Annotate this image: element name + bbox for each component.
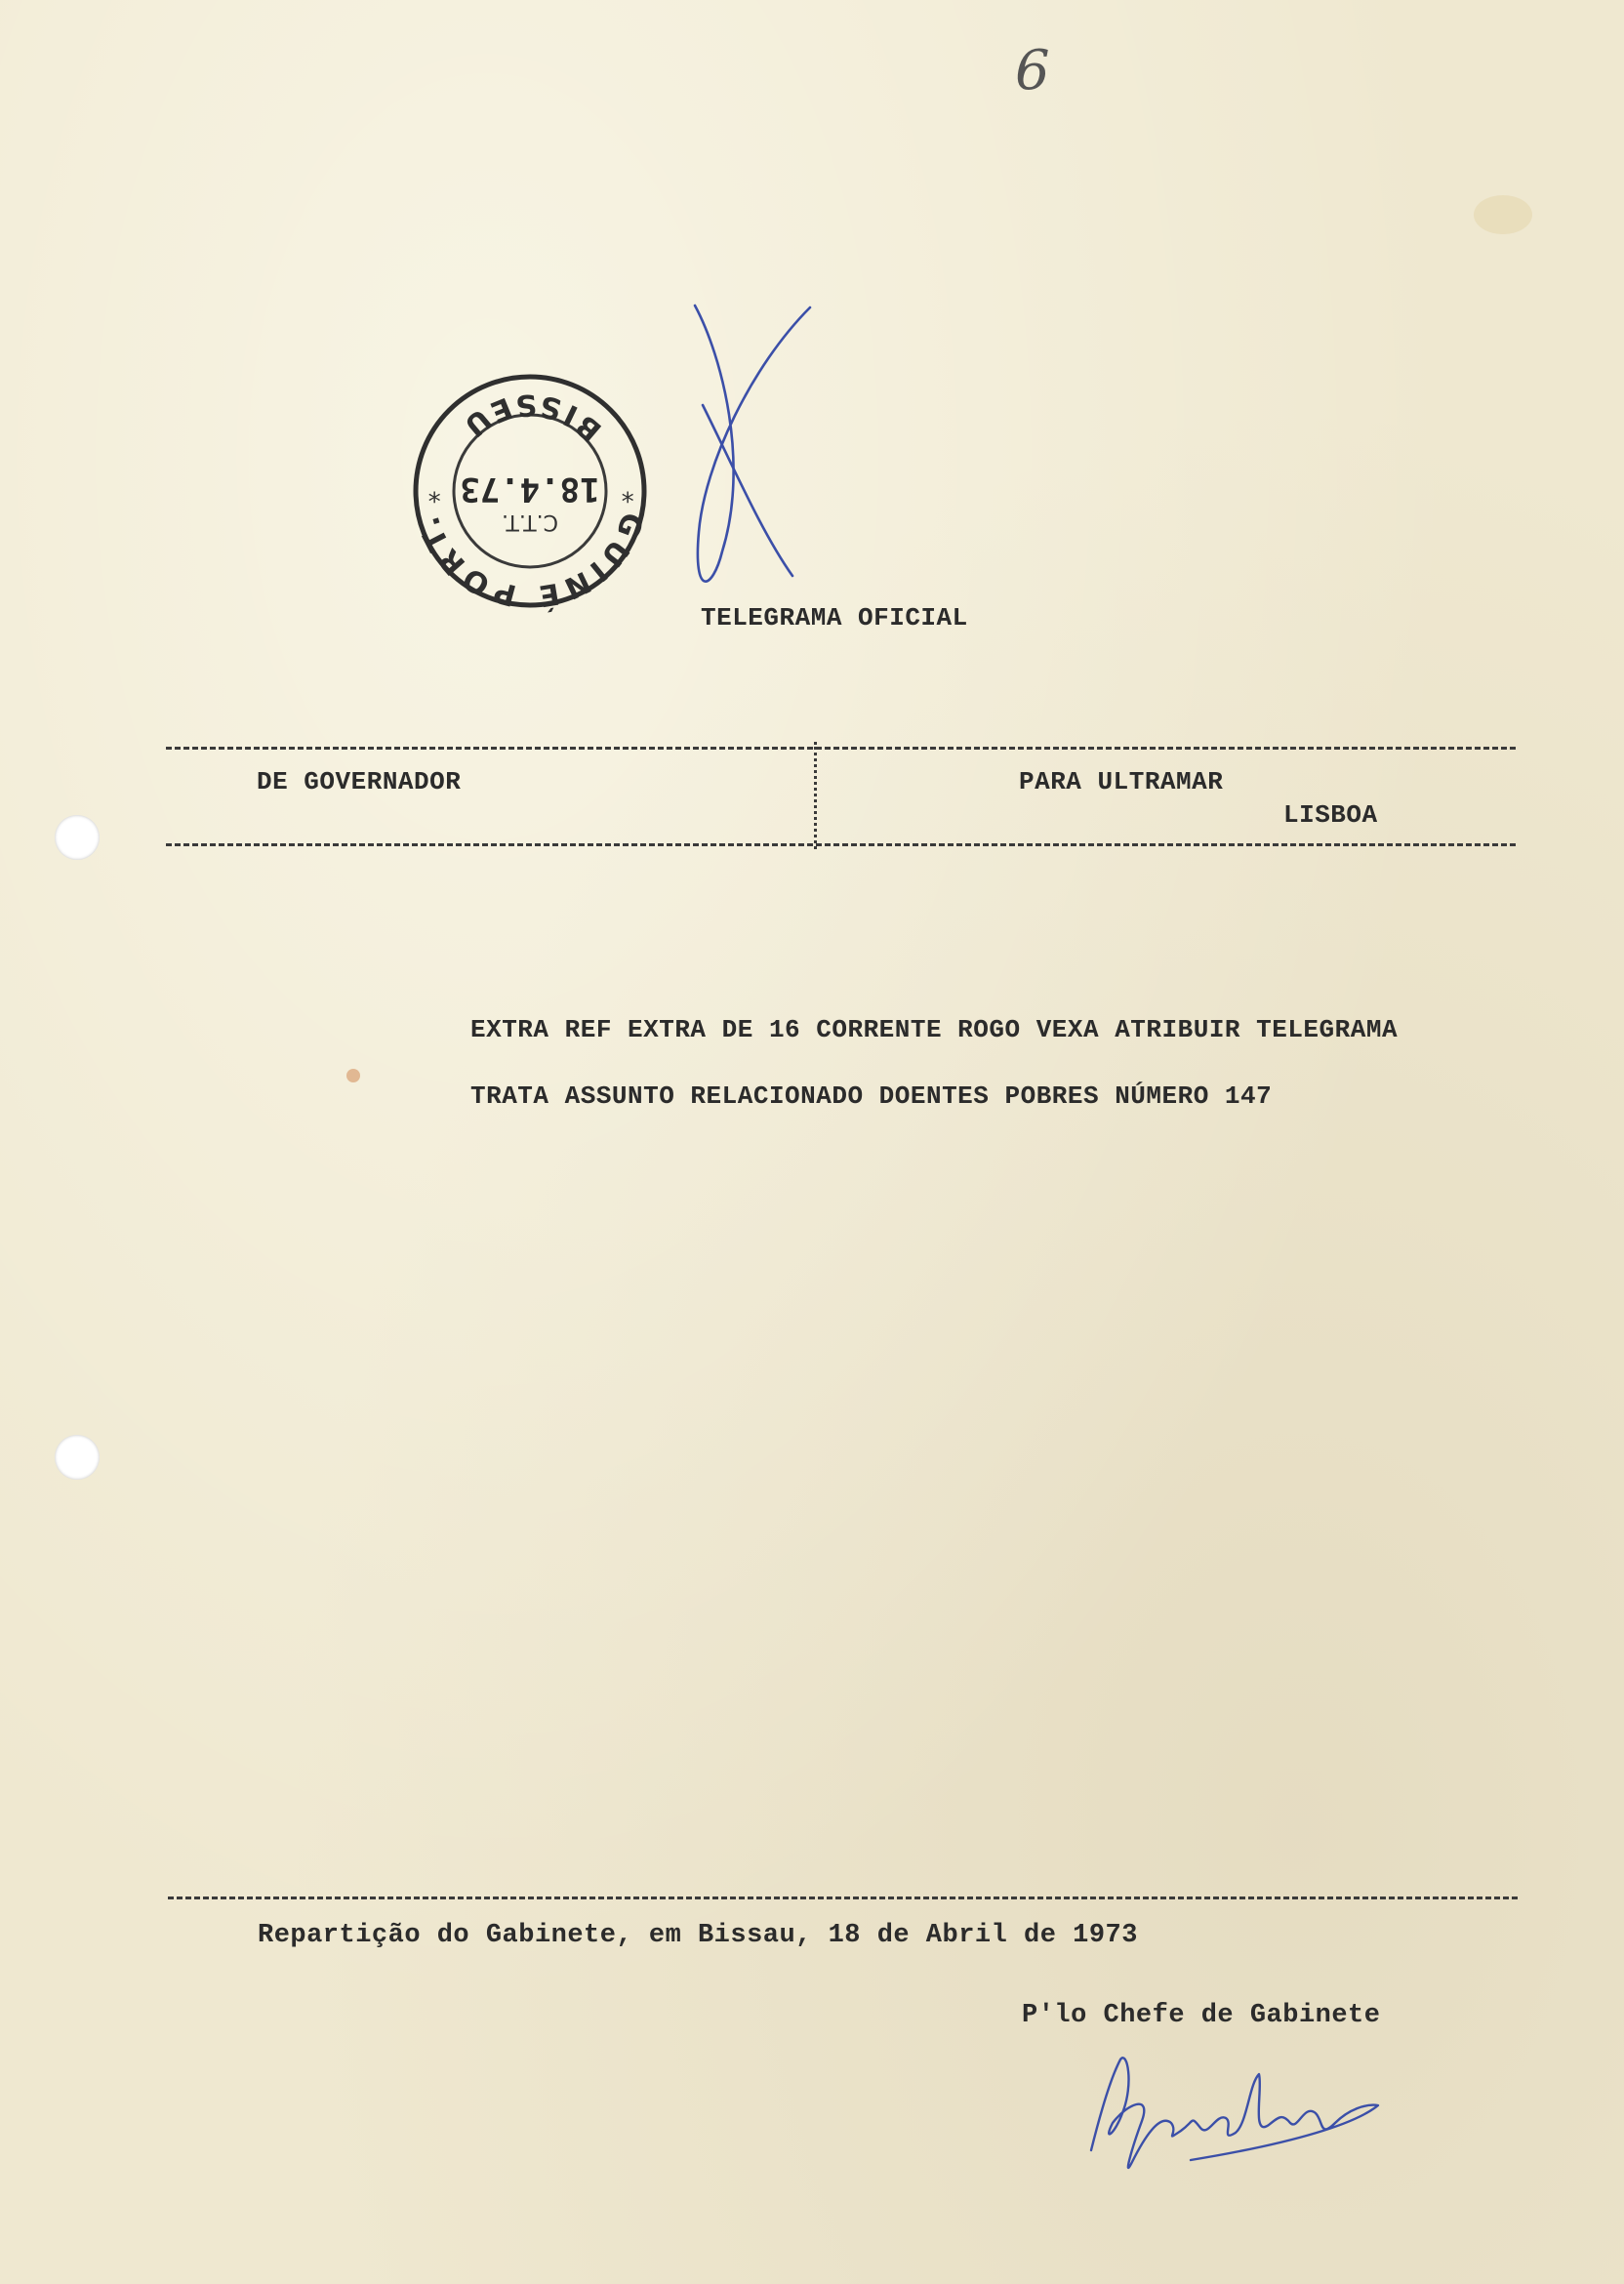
header-top-rule xyxy=(166,747,1516,750)
recipient-city: LISBOA xyxy=(1283,800,1378,830)
stamp-date: 18.4.73 xyxy=(460,469,600,509)
sender-field: DE GOVERNADOR xyxy=(257,767,462,796)
svg-text:*: * xyxy=(426,477,442,507)
stamp-ring-top: GUINÉ PORT. xyxy=(410,508,650,614)
recipient-field: PARA ULTRAMAR xyxy=(1019,767,1224,796)
header-divider xyxy=(814,742,817,849)
stamp-center-top: C.T.T. xyxy=(502,510,558,534)
paper-stain xyxy=(1474,195,1532,234)
document-title: TELEGRAMA OFICIAL xyxy=(701,603,968,632)
svg-text:*: * xyxy=(620,477,635,507)
svg-text:BISSEU xyxy=(452,387,609,448)
punch-hole-top xyxy=(55,815,100,860)
pen-check-mark xyxy=(683,298,830,600)
punch-hole-bottom xyxy=(55,1435,100,1480)
footer-rule xyxy=(168,1897,1518,1899)
message-line-1: EXTRA REF EXTRA DE 16 CORRENTE ROGO VEXA ATRIBUIR TELEGRAMA xyxy=(470,1015,1399,1044)
postmark-stamp xyxy=(395,359,669,623)
header-bottom-rule xyxy=(166,843,1516,846)
signature-caption: P'lo Chefe de Gabinete xyxy=(1022,2001,1381,2030)
handwritten-signature xyxy=(1074,2045,1386,2191)
page-number: 6 xyxy=(1015,39,1050,102)
stamp-ring-bottom: BISSEU xyxy=(451,387,609,448)
paper-stain xyxy=(346,1069,360,1082)
message-line-2: TRATA ASSUNTO RELACIONADO DOENTES POBRES NÚMERO 147 xyxy=(470,1081,1273,1111)
place-and-date: Repartição do Gabinete, em Bissau, 18 de Abril de 1973 xyxy=(258,1921,1138,1950)
